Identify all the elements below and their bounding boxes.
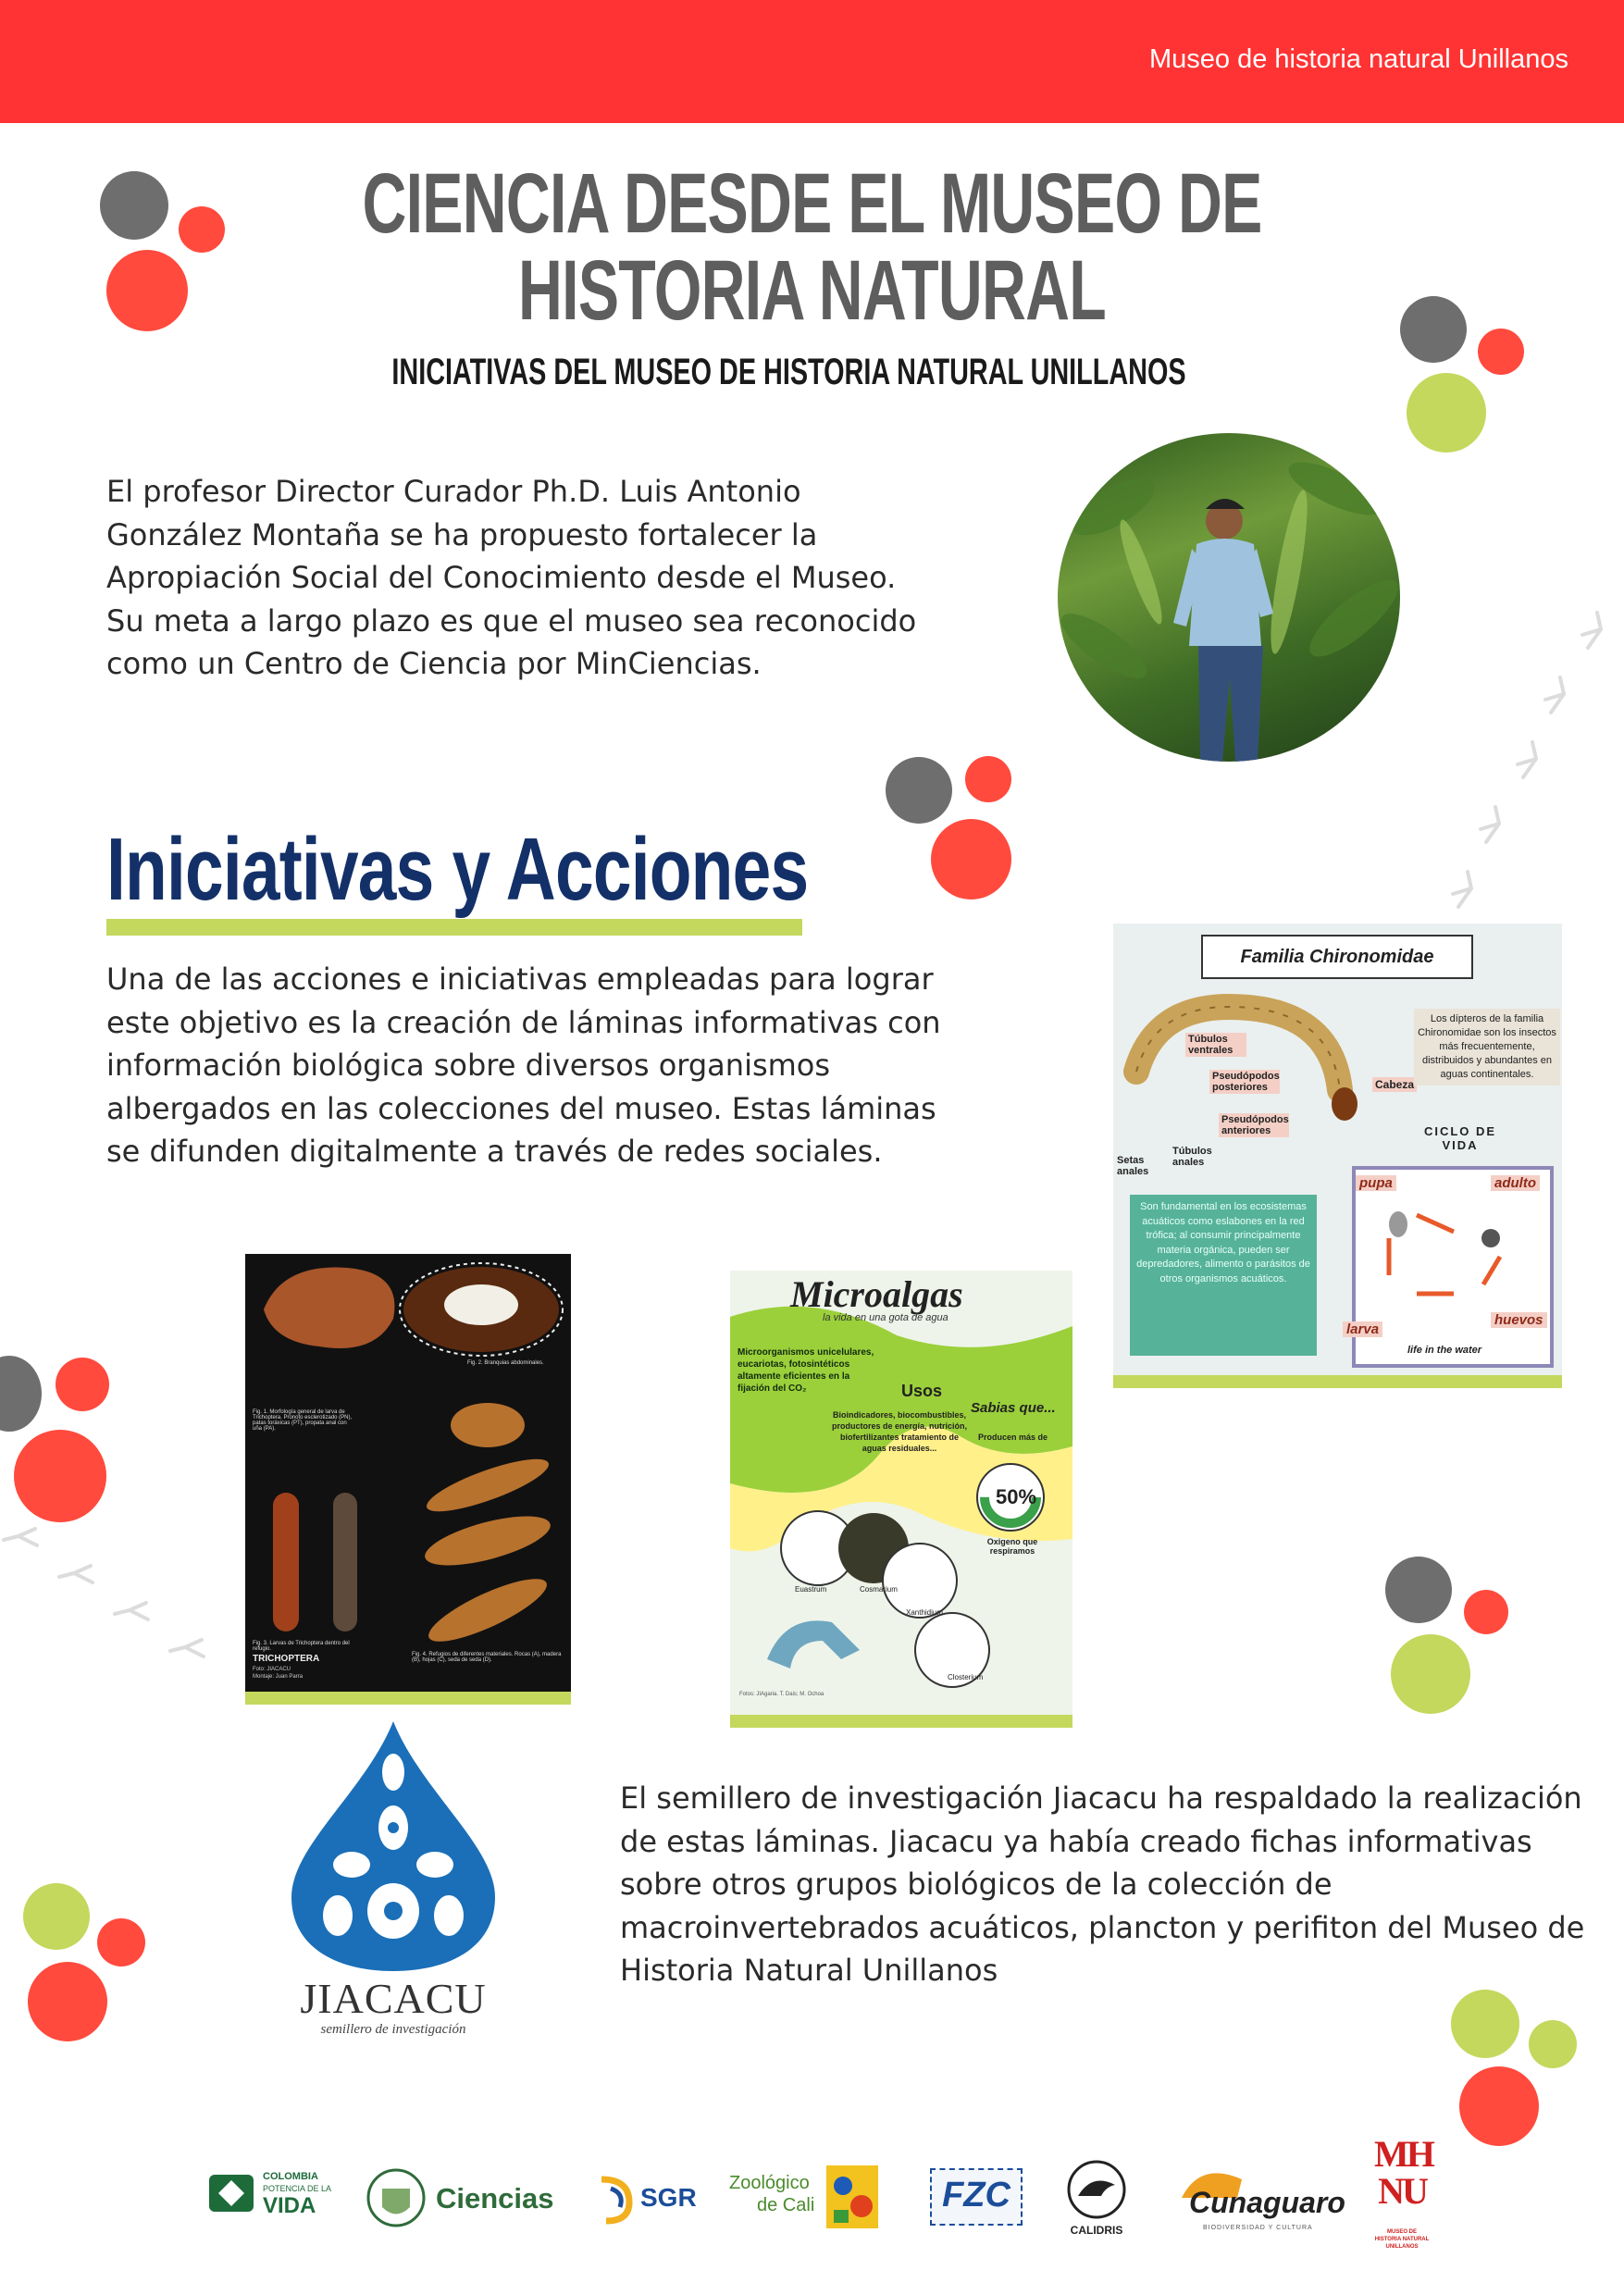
section-line: información biológica sobre diversos organismos [106,1048,831,1083]
label-tubulos-ventrales: Túbulos ventrales [1185,1033,1246,1057]
jiacacu-name: JIACACU [300,1975,487,2022]
microalgas-fact-post: Oxigeno que respiramos [986,1537,1038,1556]
microalgas-tagline: la vida en una gota de agua [823,1312,948,1323]
jiacacu-line: de estas láminas. Jiacacu ya había creado fichas informativas [620,1823,1532,1859]
section-line: Una de las acciones e iniciativas empleadas para lograr [106,961,934,997]
sgr-swirl-icon [592,2170,638,2226]
microalgas-card [730,1271,1072,1728]
logo-zoologico-cali [729,2164,882,2230]
microalgas-uses: Bioindicadores, biocombustibles, productores de energía, nutrición, biofertilizantes tratamiento de aguas residuales... [831,1410,968,1453]
intro-paragraph [106,470,995,686]
zoo-line-1: Zoológico [729,2173,810,2193]
decor-dot [965,756,1011,802]
decor-dot [179,206,225,253]
jiacacu-line: macroinvertebrados acuáticos, plancton y perifiton del Museo de [620,1909,1585,1945]
coat-of-arms-icon [364,2165,428,2230]
page-title-line-2: HISTORIA NATURAL [518,243,1106,338]
curator-photo [1058,433,1400,762]
decor-dot [0,1356,42,1432]
bird-tracks-decor [0,1518,250,1693]
chironomidae-card [1113,924,1562,1388]
bird-icon [1064,2159,1129,2220]
microalgas-uses-title: Usos [901,1382,943,1400]
species-xanthidium: Xanthidium [906,1608,944,1617]
mhnu-line-1: MH [1374,2133,1432,2175]
jiacacu-line: sobre otros grupos biológicos de la colección de [620,1867,1333,1902]
trichoptera-caption-4: Fig. 4. Refugios de diferentes materiales. Rocas (A), madera (B), hojas (C), seda de seda (D). [412,1652,562,1663]
microalgas-title: Microalgas [790,1273,963,1315]
jiacacu-paragraph [620,1777,1601,1992]
jiacacu-logo [264,1717,523,2050]
decor-dot [1478,329,1524,375]
decor-dot [1451,1990,1519,2058]
stage-huevos: huevos [1491,1312,1547,1328]
decor-dot [1391,1634,1470,1714]
decor-dot [97,1918,145,1966]
chironomidae-title: Familia Chironomidae [1201,935,1473,979]
logo-calidris [1064,2159,1138,2242]
decor-dot [14,1430,106,1522]
stage-adulto: adulto [1491,1175,1540,1191]
logo-minciencias [364,2165,563,2230]
trichoptera-illustration [245,1254,571,1692]
zoo-line-2: de Cali [757,2195,815,2215]
colombia-line-1: COLOMBIA [263,2171,318,2182]
decor-dot [1400,296,1467,363]
species-euastrum: Euastrum [795,1585,827,1594]
decor-dot [886,757,952,824]
colombia-line-3: VIDA [263,2193,316,2218]
stage-pupa: pupa [1356,1175,1396,1191]
header-bar [0,0,1624,123]
logo-cunaguaro [1180,2165,1345,2239]
intro-line: Su meta a largo plazo es que el museo sea reconocido [106,602,917,639]
decor-dot [28,1962,107,2041]
colombia-flag-icon [205,2165,257,2217]
intro-line: Apropiación Social del Conocimiento desde el Museo. [106,560,897,595]
trichoptera-credit-2: Montaje: Juan Parra [253,1674,304,1680]
intro-line: González Montaña se ha propuesto fortalecer la [106,516,818,552]
bird-tracks-decor [1444,611,1624,925]
trichoptera-caption-2: Fig. 2. Branquias abdominales. [467,1360,544,1366]
chironomidae-footer: life in the water [1407,1345,1482,1356]
ciencias-label: Ciencias [436,2182,554,2214]
decor-dot [100,171,168,240]
section-line: se difunden digitalmente a través de redes sociales. [106,1134,883,1169]
label-pseudopodos-anteriores: Pseudópodos anteriores [1219,1113,1289,1137]
page-title-line-1: CIENCIA DESDE EL MUSEO DE [362,156,1262,251]
cycle-title: CICLO DE VIDA [1423,1124,1497,1152]
logo-mhnu [1374,2133,1432,2256]
jiacacu-subtitle: semillero de investigación [320,2022,466,2037]
jiacacu-line: El semillero de investigación Jiacacu ha respaldado la realización [620,1780,1582,1816]
section-title: Iniciativas y Acciones [106,820,809,919]
decor-dot [106,250,188,331]
cycle-arrows [1361,1201,1537,1312]
microalgas-intro: Microorganismos unicelulares, eucariotas, fotosintéticos altamente eficientes en la fijación del CO₂ [738,1347,874,1394]
trichoptera-card [245,1254,571,1705]
label-tubulos-anales: Túbulos anales [1172,1146,1212,1168]
zoo-animal-icon [824,2164,880,2230]
section-underline [106,919,802,936]
species-cosmarium: Cosmarium [860,1585,898,1594]
microalgas-fact-title: Sabias que... [971,1400,1056,1416]
decor-dot [1459,2066,1539,2146]
decor-dot [1464,1590,1508,1634]
decor-dot [1407,373,1486,453]
logo-sgr [592,2170,697,2226]
cunaguaro-label: Cunaguaro [1189,2186,1345,2219]
mhnu-line-2: NU [1378,2170,1426,2212]
species-closterium: Closterium [948,1673,984,1681]
microalgas-fact-pre: Producen más de [978,1433,1048,1442]
mhnu-sub: MUSEO DE HISTORIA NATURAL UNILLANOS [1374,2229,1430,2250]
sgr-label: SGR [640,2183,697,2212]
fzc-label: FZC [942,2176,1010,2214]
section-line: albergados en las colecciones del museo. Estas láminas [106,1090,936,1126]
water-drop-icon [264,1717,523,1976]
jiacacu-line: Historia Natural Unillanos [620,1953,998,1988]
chironomidae-description: Los dípteros de la familia Chironomidae son los insectos más frecuentemente, distribuidos y abundantes en aguas continentales. [1414,1009,1560,1085]
microalgas-credit: Fotos: JIAgaria. T. Dais; M. Ochoa [739,1692,824,1697]
trichoptera-credit-1: Foto: JIACACU [253,1667,291,1672]
intro-line: como un Centro de Ciencia por MinCiencias. [106,646,762,681]
label-cabeza: Cabeza [1372,1077,1417,1092]
calidris-label: CALIDRIS [1070,2224,1123,2237]
trichoptera-name: TRICHOPTERA [253,1654,320,1664]
decor-dot [931,819,1011,899]
trichoptera-caption-3: Fig. 3. Larvas de Trichoptera dentro del refugio. [253,1641,350,1652]
intro-line: El profesor Director Curador Ph.D. Luis Antonio [106,474,801,509]
section-paragraph [106,958,1032,1173]
stage-larva: larva [1343,1321,1382,1337]
microalgas-percent: 50% [996,1485,1037,1508]
museum-name: Museo de historia natural Unillanos [1149,44,1568,74]
label-setas-anales: Setas anales [1117,1155,1149,1177]
trichoptera-caption-1: Fig. 1. Morfología general de larva de Trichoptera. Pronoto esclerotizado (PN), patas toráxicas (PT), propata anal con uña (PA). [253,1409,353,1432]
label-pseudopodos-posteriores: Pseudópodos posteriores [1209,1070,1280,1094]
cunaguaro-sub: BIODIVERSIDAD Y CULTURA [1203,2225,1313,2231]
logo-colombia-potencia-vida [205,2165,335,2221]
chironomidae-info: Son fundamental en los ecosistemas acuáticos como eslabones en la red trófica; al consumir principalmente materia orgánica, pueden ser depredadores, alimento o parásitos de otros organismos acuáticos. [1130,1195,1317,1356]
logo-fzc [930,2168,1023,2226]
decor-dot [56,1358,109,1411]
colombia-line-2: POTENCIA DE LA [263,2184,332,2193]
decor-dot [1529,2020,1577,2068]
page-subtitle: INICIATIVAS DEL MUSEO DE HISTORIA NATURAL UNILLANOS [391,352,1186,392]
section-line: este objetivo es la creación de láminas informativas con [106,1004,941,1040]
decor-dot [23,1883,90,1950]
decor-dot [1385,1557,1452,1623]
